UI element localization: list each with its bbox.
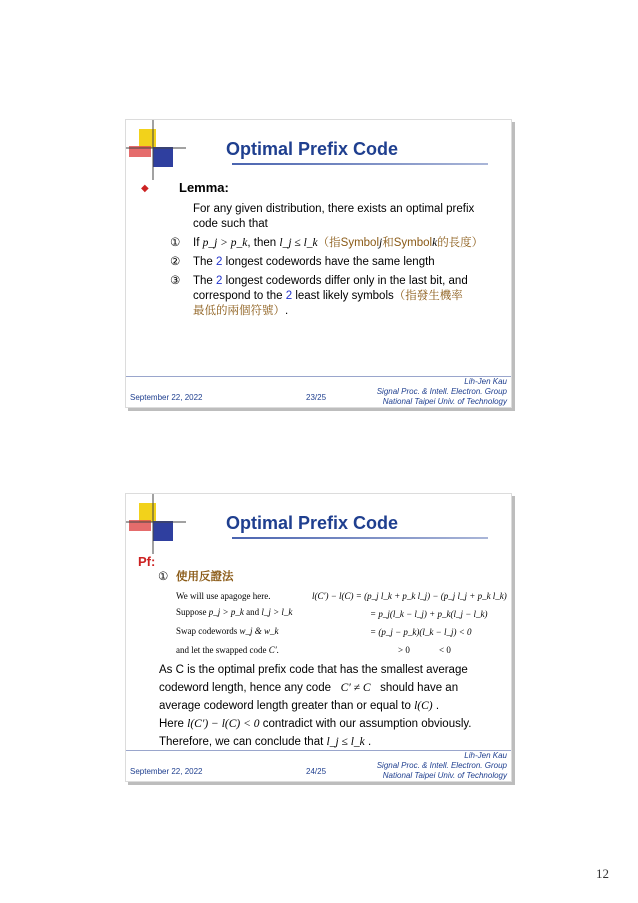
footer-author-block <box>377 377 507 407</box>
footer-author: Lih-Jen Kau <box>464 377 507 386</box>
proof-right-4a: > 0 <box>398 645 410 655</box>
item-3-number: ③ <box>170 275 181 287</box>
para-line-5: Therefore, we can conclude that l_j ≤ l_k . <box>159 736 372 748</box>
page-number: 12 <box>596 866 609 881</box>
para-line-4: Here l(C′) − l(C) < 0 contradict with our assumption obviously. <box>159 718 472 730</box>
footer-author: Lih-Jen Kau <box>464 751 507 760</box>
intro-line-2: code such that <box>193 218 268 230</box>
slide-title: Optimal Prefix Code <box>226 139 399 159</box>
proof-right-1: l(C′) − l(C) = (p_j l_k + p_k l_j) − (p_j l_j + p_k l_k) <box>312 591 507 601</box>
item-3-line-1: The 2 longest codewords differ only in the last bit, and <box>193 275 468 287</box>
para-line-3: average codeword length greater than or equal to l(C) . <box>159 700 440 712</box>
lemma-label: Lemma: <box>179 180 229 195</box>
intro-line-1: For any given distribution, there exists an optimal prefix <box>193 203 475 215</box>
footer-date: September 22, 2022 <box>130 767 203 776</box>
footer-univ: National Taipei Univ. of Technology <box>382 397 507 406</box>
slide-logo-icon <box>126 494 186 554</box>
footer-page: 23/25 <box>306 393 327 402</box>
slide-title: Optimal Prefix Code <box>226 513 399 533</box>
footer-author-block <box>377 751 507 781</box>
item-3-line-2: correspond to the 2 least likely symbols（指發生機率 <box>193 290 463 302</box>
footer-page: 24/25 <box>306 767 327 776</box>
item-1-number: ① <box>170 237 181 249</box>
footer-group: Signal Proc. & Intell. Electron. Group <box>376 387 507 396</box>
title-underline <box>232 163 488 165</box>
item-2-number: ② <box>170 256 181 268</box>
proof-right-4b: < 0 <box>439 645 451 655</box>
item-1-number: ① <box>158 571 169 583</box>
proof-method: 使用反證法 <box>176 571 234 583</box>
proof-left-2: Suppose p_j > p_k and l_j > l_k <box>176 607 293 617</box>
title-underline <box>232 537 488 539</box>
footer-date: September 22, 2022 <box>130 393 203 402</box>
proof-left-4: and let the swapped code C′. <box>176 645 279 655</box>
bullet-diamond-icon: ◆ <box>141 183 149 194</box>
proof-left-3: Swap codewords w_j & w_k <box>176 626 279 636</box>
footer-group: Signal Proc. & Intell. Electron. Group <box>376 761 507 770</box>
para-line-2: codeword length, hence any code C′ ≠ C should have an <box>159 682 459 694</box>
slide-23 <box>125 119 512 408</box>
proof-left-1: We will use apagoge here. <box>176 591 271 601</box>
slide-24 <box>125 493 512 782</box>
item-3-line-3: 最低的兩個符號）. <box>193 305 289 317</box>
item-1: If p_j > p_k, then l_j ≤ l_k（指Symbolj和Symbolk的長度） <box>193 237 484 249</box>
item-2: The 2 longest codewords have the same length <box>193 256 435 268</box>
slide-logo-icon <box>126 120 186 180</box>
proof-right-3: = (p_j − p_k)(l_k − l_j) < 0 <box>370 627 472 637</box>
footer-univ: National Taipei Univ. of Technology <box>382 771 507 780</box>
proof-right-2: = p_j(l_k − l_j) + p_k(l_j − l_k) <box>370 609 488 619</box>
pf-label: Pf: <box>138 554 156 569</box>
para-line-1: As C is the optimal prefix code that has the smallest average <box>159 664 468 676</box>
